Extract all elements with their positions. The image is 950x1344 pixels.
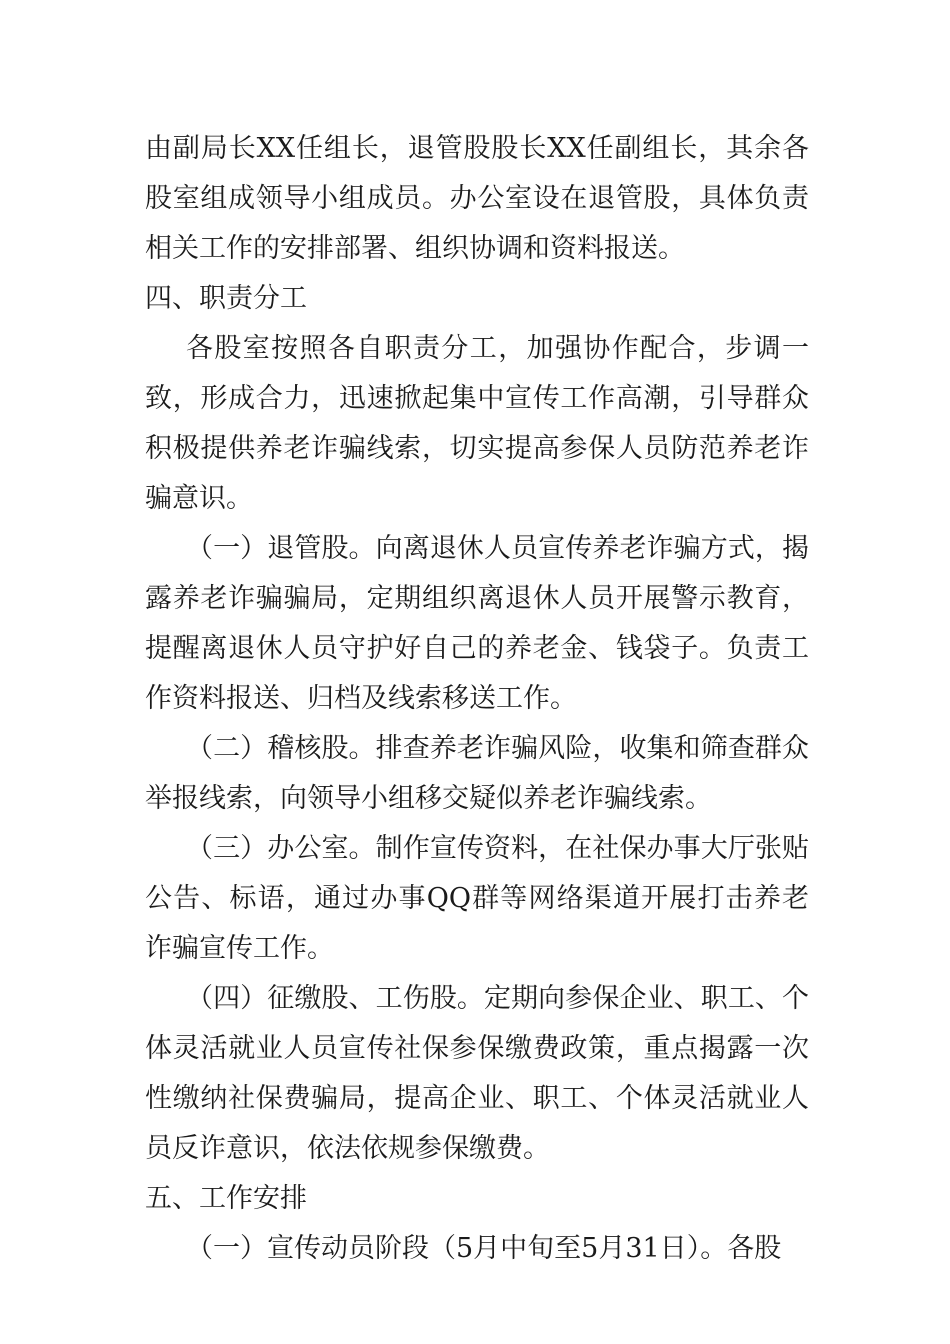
section-heading-work-arrangement: 五、工作安排 [145,1183,307,1214]
paragraph-office: （三）办公室。制作宣传资料，在社保办事大厅张贴公告、标语，通过办事QQ群等网络渠道开展打击养老诈骗宣传工作。 [145,833,809,964]
paragraph-duties-intro: 各股室按照各自职责分工，加强协作配合，步调一致，形成合力，迅速掀起集中宣传工作高潮，引导群众积极提供养老诈骗线索，切实提高参保人员防范养老诈骗意识。 [145,333,809,514]
section-heading-duties: 四、职责分工 [145,283,307,314]
paragraph-retirement-unit: （一）退管股。向离退休人员宣传养老诈骗方式，揭露养老诈骗骗局，定期组织离退休人员开展警示教育，提醒离退休人员守护好自己的养老金、钱袋子。负责工作资料报送、归档及线索移送工作。 [145,533,809,714]
paragraph-leadership-group: 由副局长XX任组长，退管股股长XX任副组长，其余各股室组成领导小组成员。办公室设在退管股，具体负责相关工作的安排部署、组织协调和资料报送。 [145,133,809,264]
paragraph-publicity-stage: （一）宣传动员阶段（5月中旬至5月31日）。各股 [186,1233,782,1264]
document-body [145,124,809,1274]
paragraph-audit-unit: （二）稽核股。排查养老诈骗风险，收集和筛查群众举报线索，向领导小组移交疑似养老诈骗线索。 [145,733,809,814]
paragraph-collection-injury-unit: （四）征缴股、工伤股。定期向参保企业、职工、个体灵活就业人员宣传社保参保缴费政策，重点揭露一次性缴纳社保费骗局，提高企业、职工、个体灵活就业人员反诈意识，依法依规参保缴费。 [145,983,809,1164]
